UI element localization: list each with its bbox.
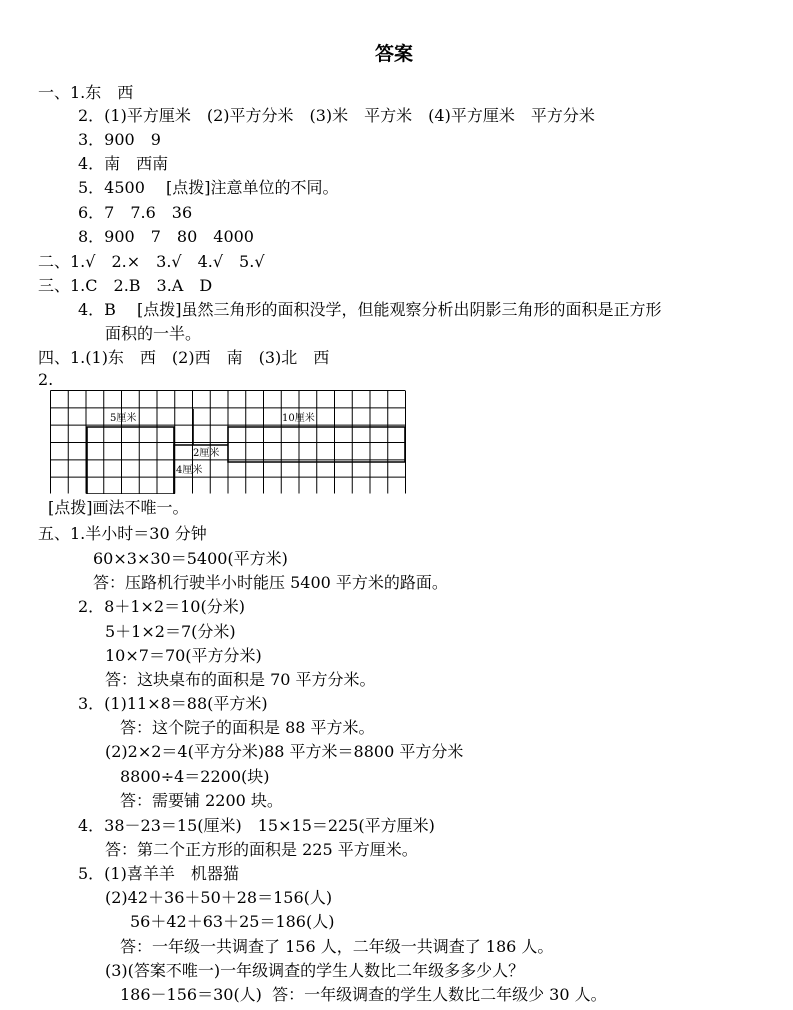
- s1-line-7: 8．900 7 80 4000: [78, 227, 254, 246]
- label-5cm: 5厘米: [110, 413, 137, 424]
- s5-line-16: (2)42＋36＋50＋28＝156(人): [105, 888, 333, 907]
- label-2cm: 2厘米: [193, 448, 220, 459]
- s1-line-1: 一、1.东 西: [38, 83, 134, 102]
- s5-line-13: 4．38－23＝15(厘米) 15×15＝225(平方厘米): [78, 816, 435, 835]
- s5-line-3: 答：压路机行驶半小时能压 5400 平方米的路面。: [93, 573, 448, 592]
- rect-5cm: [87, 427, 174, 494]
- s5-line-12: 答：需要铺 2200 块。: [120, 791, 283, 810]
- grid-drawing: [50, 390, 406, 494]
- s1-line-3: 3．900 9: [78, 130, 161, 149]
- s5-line-18: 答：一年级一共调查了 156 人，二年级一共调查了 186 人。: [120, 937, 554, 956]
- s4-line-1: 四、1.(1)东 西 (2)西 南 (3)北 西: [38, 348, 330, 367]
- s2-line-1: 二、1.√ 2.× 3.√ 4.√ 5.√: [38, 252, 265, 271]
- s4-tip: [点拨]画法不唯一。: [48, 498, 189, 517]
- s5-line-15: 5．(1)喜羊羊 机器猫: [78, 864, 239, 883]
- s5-line-11: 8800÷4＝2200(块): [120, 767, 270, 786]
- s5-line-2: 60×3×30＝5400(平方米): [93, 549, 288, 568]
- s5-line-4: 2．8＋1×2＝10(分米): [78, 597, 245, 616]
- s5-line-17: 56＋42＋63＋25＝186(人): [130, 912, 335, 931]
- page-title: 答案: [375, 43, 414, 65]
- s3-line-1: 三、1.C 2.B 3.A D: [38, 276, 213, 295]
- s5-line-7: 答：这块桌布的面积是 70 平方分米。: [105, 670, 376, 689]
- s5-line-14: 答：第二个正方形的面积是 225 平方厘米。: [105, 840, 418, 859]
- s1-line-4: 4．南 西南: [78, 154, 169, 173]
- label-10cm: 10厘米: [282, 413, 315, 424]
- s5-line-1: 五、1.半小时＝30 分钟: [38, 524, 207, 543]
- s5-line-20: 186－156＝30(人) 答：一年级调查的学生人数比二年级少 30 人。: [120, 985, 607, 1004]
- s5-line-19: (3)(答案不唯一)一年级调查的学生人数比二年级多多少人？: [105, 961, 525, 980]
- s5-line-5: 5＋1×2＝7(分米): [105, 622, 236, 641]
- label-4cm: 4厘米: [176, 465, 203, 476]
- s3-line-2: 4．B [点拨]虽然三角形的面积没学，但能观察分析出阴影三角形的面积是正方形: [78, 300, 662, 319]
- s5-line-9: 答：这个院子的面积是 88 平方米。: [120, 718, 375, 737]
- s3-line-3: 面积的一半。: [105, 324, 202, 343]
- s1-line-2: 2．(1)平方厘米 (2)平方分米 (3)米 平方米 (4)平方厘米 平方分米: [78, 106, 595, 125]
- s5-line-6: 10×7＝70(平方分米): [105, 646, 262, 665]
- s1-line-5: 5．4500 [点拨]注意单位的不同。: [78, 178, 339, 197]
- s1-line-6: 6．7 7.6 36: [78, 203, 193, 222]
- s5-line-8: 3．(1)11×8＝88(平方米): [78, 694, 268, 713]
- s5-line-10: (2)2×2＝4(平方分米)88 平方米＝8800 平方分米: [105, 742, 464, 761]
- s4-line-2: 2.: [38, 370, 54, 389]
